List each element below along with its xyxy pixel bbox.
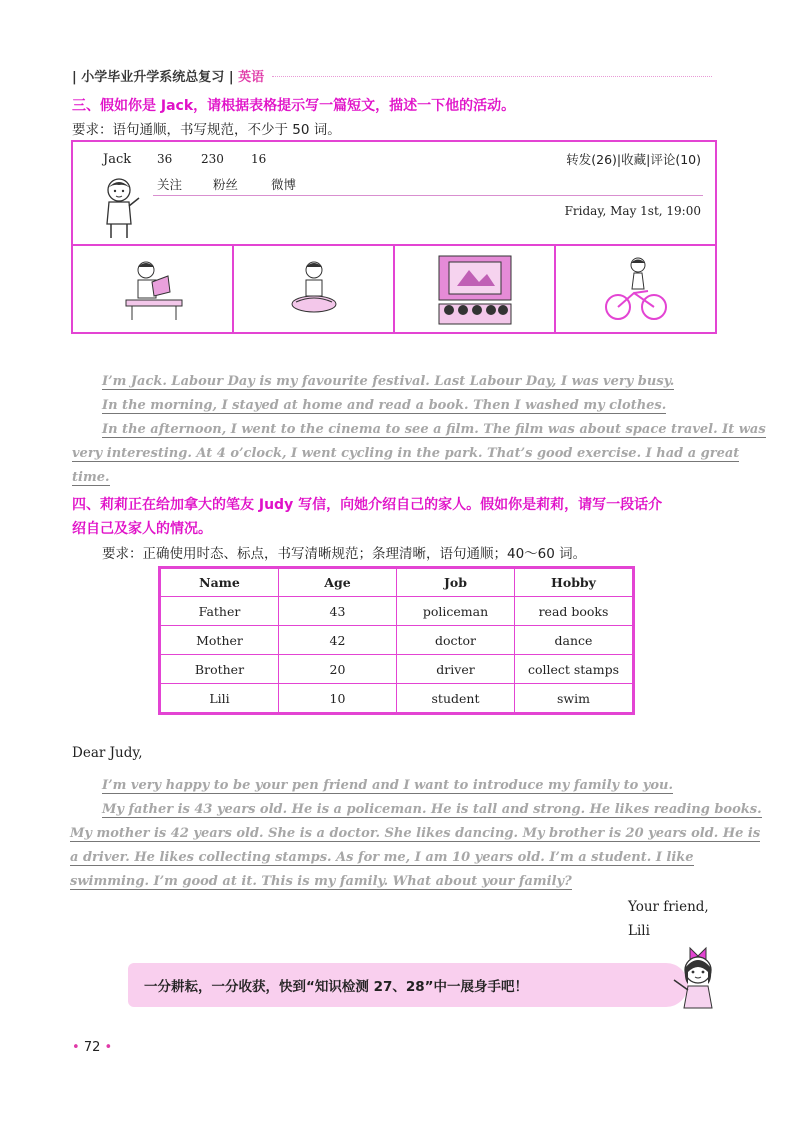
weibo-followers-count: 230	[201, 152, 224, 166]
cell-name: Father	[161, 597, 279, 626]
cell-name: Lili	[161, 684, 279, 713]
activity-cell-reading	[73, 246, 234, 334]
cell-name: Brother	[161, 655, 279, 684]
table-row	[161, 626, 633, 655]
header-divider	[272, 76, 712, 77]
cell-age: 43	[279, 597, 397, 626]
activity-cell-cinema	[395, 246, 556, 334]
banner-text: 一分耕耘，一分收获，快到“知识检测 27、28”中一展身手吧！	[144, 979, 529, 995]
cell-job: driver	[397, 655, 515, 684]
cell-hobby: dance	[515, 626, 633, 655]
washing-clothes-icon	[282, 258, 346, 322]
s3-answer-line-5: time.	[72, 470, 110, 485]
girl-mascot-icon	[668, 944, 730, 1014]
s3-answer-line-3: In the afternoon, I went to the cinema to see a film. The film was about space travel. It was	[102, 422, 766, 437]
s4-answer-line-2: My father is 43 years old. He is a policeman. He is tall and strong. He likes reading books.	[102, 802, 762, 817]
letter-greeting: Dear Judy,	[72, 745, 143, 761]
activity-pictures	[73, 244, 715, 334]
s4-answer-line-4: a driver. He likes collecting stamps. As for me, I am 10 years old. I’m a student. I like	[70, 850, 694, 865]
s3-answer-line-2: In the morning, I stayed at home and read a book. Then I washed my clothes.	[102, 398, 667, 413]
boy-avatar-icon	[97, 176, 145, 244]
col-header-age: Age	[279, 569, 397, 597]
letter-closing: Your friend,	[628, 899, 709, 915]
cell-hobby: collect stamps	[515, 655, 633, 684]
weibo-posts-label: 微博	[271, 177, 297, 192]
reading-book-icon	[118, 258, 188, 322]
table-row	[161, 684, 633, 713]
page-number-dot-right: •	[104, 1040, 113, 1055]
section3-title: 三、假如你是 Jack，请根据表格提示写一篇短文，描述一下他的活动。	[72, 98, 516, 114]
cell-job: doctor	[397, 626, 515, 655]
cell-age: 20	[279, 655, 397, 684]
family-table	[160, 568, 633, 713]
cell-job: student	[397, 684, 515, 713]
motivation-banner	[128, 963, 688, 1007]
weibo-actions: 转发(26)|收藏|评论(10)	[566, 152, 701, 167]
cell-age: 42	[279, 626, 397, 655]
page-number	[72, 1040, 112, 1055]
family-table-frame	[158, 566, 635, 715]
letter-signature: Lili	[628, 923, 650, 939]
section4-requirement: 要求：正确使用时态、标点，书写清晰规范；条理清晰，语句通顺；40～60 词。	[102, 546, 587, 562]
cinema-screen-icon	[435, 252, 515, 328]
section4-title-line2: 绍自己及家人的情况。	[72, 521, 212, 537]
cell-age: 10	[279, 684, 397, 713]
section4-title-line1: 四、莉莉正在给加拿大的笔友 Judy 写信，向她介绍自己的家人。假如你是莉莉，请写一段话介	[72, 497, 663, 513]
s3-answer-line-1: I’m Jack. Labour Day is my favourite festival. Last Labour Day, I was very busy.	[102, 374, 675, 389]
s3-answer-line-4: very interesting. At 4 o’clock, I went cycling in the park. That’s good exercise. I had a great	[72, 446, 740, 461]
cell-hobby: read books	[515, 597, 633, 626]
weibo-card	[71, 140, 717, 334]
book-title: 小学毕业升学系统总复习	[81, 70, 225, 85]
table-row	[161, 597, 633, 626]
weibo-following-label: 关注	[157, 177, 183, 192]
weibo-followers-label: 粉丝	[213, 177, 239, 192]
s4-answer-line-5: swimming. I’m good at it. This is my family. What about your family?	[70, 874, 572, 889]
col-header-name: Name	[161, 569, 279, 597]
header-bar-mid: |	[228, 70, 234, 85]
subject-label: 英语	[238, 70, 265, 85]
s4-answer-line-1: I’m very happy to be your pen friend and I want to introduce my family to you.	[102, 778, 674, 793]
page-number-dot-left: •	[72, 1040, 80, 1055]
family-table-header	[161, 569, 633, 597]
weibo-posts-count: 16	[251, 152, 267, 166]
section3-requirement: 要求：语句通顺，书写规范，不少于 50 词。	[72, 122, 341, 138]
book-header	[72, 66, 264, 85]
cell-job: policeman	[397, 597, 515, 626]
weibo-following-count: 36	[157, 152, 173, 166]
col-header-hobby: Hobby	[515, 569, 633, 597]
cell-hobby: swim	[515, 684, 633, 713]
table-row	[161, 655, 633, 684]
page-number-value: 72	[83, 1040, 101, 1055]
weibo-post-date: Friday, May 1st, 19:00	[564, 204, 701, 218]
weibo-user-name: Jack	[103, 152, 132, 167]
cell-name: Mother	[161, 626, 279, 655]
weibo-divider	[153, 195, 703, 196]
col-header-job: Job	[397, 569, 515, 597]
s4-answer-line-3: My mother is 42 years old. She is a doctor. She likes dancing. My brother is 20 years old. He is	[70, 826, 761, 841]
cycling-icon	[604, 255, 668, 325]
activity-cell-cycling	[556, 246, 715, 334]
activity-cell-washing	[234, 246, 395, 334]
header-bar-left: |	[72, 70, 77, 85]
